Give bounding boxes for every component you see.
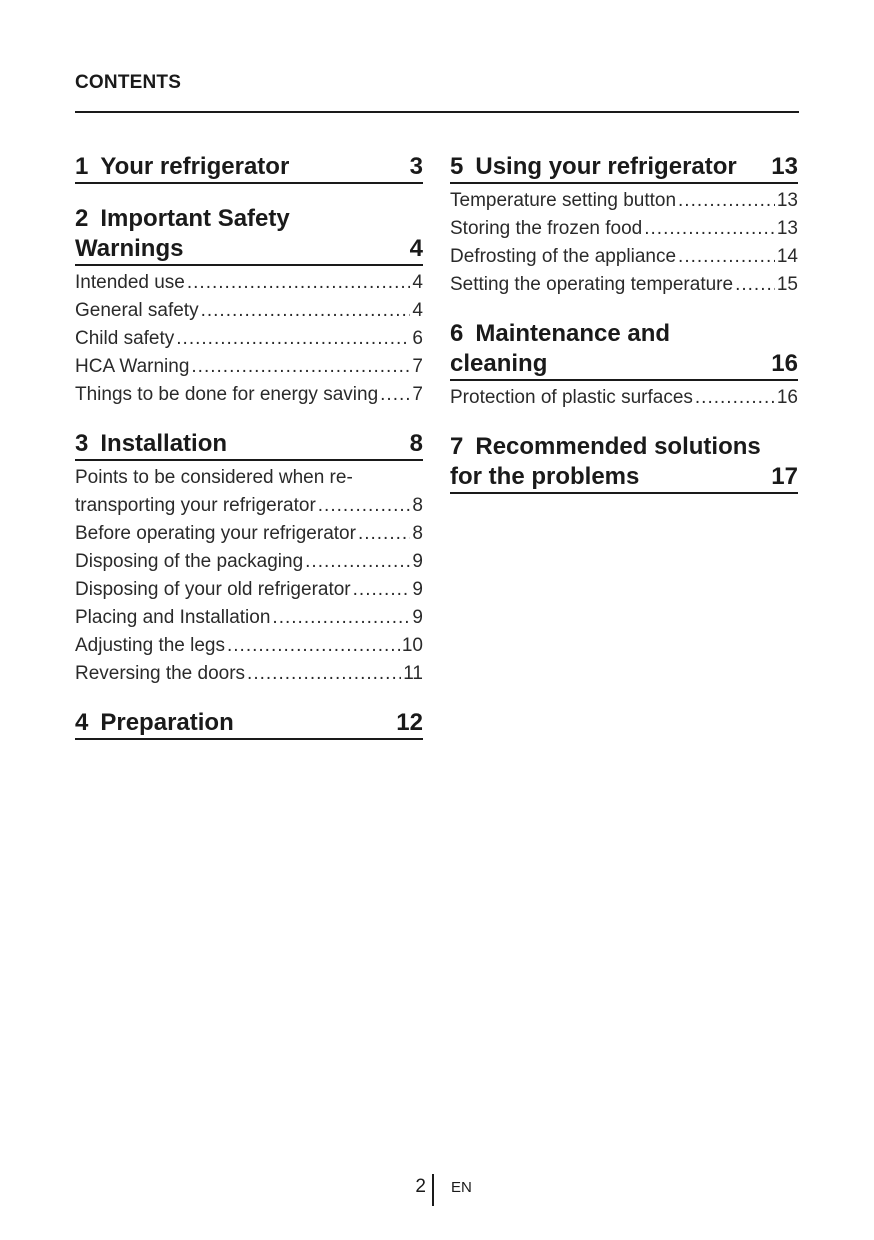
entry-page-number: 9 xyxy=(412,579,423,600)
entry-page-number: 14 xyxy=(776,246,798,267)
section-page-number: 3 xyxy=(409,153,423,180)
entry-label: Setting the operating temperature xyxy=(450,274,734,295)
leader-dots xyxy=(358,520,410,548)
section-number: 1 xyxy=(75,153,89,180)
entry-page-number: 4 xyxy=(412,272,423,293)
toc-entry[interactable] xyxy=(75,297,423,325)
footer-page-number: 2 xyxy=(415,1176,426,1197)
toc-left-column xyxy=(75,152,423,760)
section-entries xyxy=(450,187,798,299)
section-title-row xyxy=(450,462,761,492)
section-page-number: 16 xyxy=(771,350,798,377)
section-entries xyxy=(450,384,798,412)
section-heading[interactable] xyxy=(450,432,798,494)
leader-dots xyxy=(272,604,410,632)
toc-section-3 xyxy=(75,429,423,688)
toc-entry[interactable] xyxy=(75,576,423,604)
footer-language: EN xyxy=(451,1179,472,1196)
section-title xyxy=(100,708,233,738)
toc-entry[interactable] xyxy=(450,187,798,215)
toc-entry[interactable] xyxy=(75,325,423,353)
leader-dots xyxy=(201,297,411,325)
section-number: 4 xyxy=(75,709,89,736)
section-title-line: for the problems xyxy=(450,463,640,490)
entry-page-number: 4 xyxy=(412,300,423,321)
section-entries xyxy=(75,464,423,688)
entry-page-number: 9 xyxy=(412,607,423,628)
entry-page-number: 8 xyxy=(412,523,423,544)
section-title-line: Installation xyxy=(100,430,228,457)
section-page-number: 13 xyxy=(771,153,798,180)
entry-page-number: 13 xyxy=(776,218,798,239)
section-title-line: Recommended solutions xyxy=(475,433,761,460)
toc-entry[interactable] xyxy=(450,384,798,412)
toc-section-4 xyxy=(75,708,423,740)
section-title-row xyxy=(450,319,670,349)
section-title-line: cleaning xyxy=(450,350,548,377)
section-heading[interactable] xyxy=(450,152,798,184)
leader-dots xyxy=(695,384,775,412)
entry-page-number: 13 xyxy=(776,190,798,211)
section-title-row xyxy=(75,204,290,234)
section-title xyxy=(100,429,227,459)
page-title: CONTENTS xyxy=(75,72,182,93)
toc-entry[interactable] xyxy=(75,632,423,660)
entry-page-number: 9 xyxy=(412,551,423,572)
section-page-number: 17 xyxy=(771,463,798,490)
toc-section-2 xyxy=(75,204,423,409)
entry-label: Child safety xyxy=(75,328,175,349)
leader-dots xyxy=(678,187,775,215)
header-divider xyxy=(75,111,799,113)
section-title-line: Important Safety xyxy=(100,205,290,232)
toc-entry[interactable] xyxy=(75,464,423,520)
toc-section-1 xyxy=(75,152,423,184)
entry-label: Reversing the doors xyxy=(75,663,246,684)
entry-page-number: 6 xyxy=(412,328,423,349)
toc-entry[interactable] xyxy=(75,353,423,381)
entry-page-number: 11 xyxy=(403,663,423,684)
section-number: 7 xyxy=(450,433,464,460)
section-page-number: 8 xyxy=(409,430,423,457)
section-title-line: Your refrigerator xyxy=(100,153,290,180)
section-number: 6 xyxy=(450,320,464,347)
entry-label: Disposing of the packaging xyxy=(75,551,304,572)
footer-separator xyxy=(432,1174,434,1206)
entry-label: Temperature setting button xyxy=(450,190,677,211)
entry-label: Storing the frozen food xyxy=(450,218,643,239)
entry-label: Things to be done for energy saving xyxy=(75,384,379,405)
leader-dots xyxy=(678,243,775,271)
toc-entry[interactable] xyxy=(75,269,423,297)
leader-dots xyxy=(305,548,410,576)
page-footer xyxy=(0,1174,874,1206)
section-page-number: 4 xyxy=(409,235,423,262)
toc-entry[interactable] xyxy=(450,243,798,271)
entry-label: General safety xyxy=(75,300,199,321)
entry-page-number: 7 xyxy=(412,384,423,405)
entry-label: Adjusting the legs xyxy=(75,635,225,656)
section-heading[interactable] xyxy=(75,708,423,740)
entry-page-number: 8 xyxy=(412,495,423,516)
section-heading[interactable] xyxy=(75,204,423,266)
entry-page-number: 7 xyxy=(412,356,423,377)
section-title-row xyxy=(75,234,290,264)
section-title xyxy=(100,152,289,182)
section-heading[interactable] xyxy=(75,152,423,184)
entry-label: Protection of plastic surfaces xyxy=(450,387,693,408)
section-title xyxy=(475,152,736,182)
toc-entry[interactable] xyxy=(75,520,423,548)
toc-entry[interactable] xyxy=(450,215,798,243)
section-title-line: Warnings xyxy=(75,235,184,262)
toc-entry[interactable] xyxy=(75,660,423,688)
entry-label: Disposing of your old refrigerator xyxy=(75,579,351,600)
leader-dots xyxy=(735,271,775,299)
toc-section-7 xyxy=(450,432,798,494)
section-title-line: Using your refrigerator xyxy=(475,153,737,180)
section-entries xyxy=(75,269,423,409)
entry-page-number: 15 xyxy=(776,274,798,295)
section-heading[interactable] xyxy=(75,429,423,461)
leader-dots xyxy=(644,215,775,243)
entry-label: Defrosting of the appliance xyxy=(450,246,677,267)
leader-dots xyxy=(380,381,410,409)
section-number: 2 xyxy=(75,205,89,232)
leader-dots xyxy=(247,660,401,688)
leader-dots xyxy=(187,269,411,297)
entry-page-number: 16 xyxy=(776,387,798,408)
section-page-number: 12 xyxy=(396,709,423,736)
leader-dots xyxy=(227,632,400,660)
section-number: 3 xyxy=(75,430,89,457)
entry-label-line: Points to be considered when re- xyxy=(75,467,353,488)
section-title-row xyxy=(450,432,761,462)
entry-label: Before operating your refrigerator xyxy=(75,523,356,544)
toc-section-6 xyxy=(450,319,798,412)
entry-label: Placing and Installation xyxy=(75,607,271,628)
section-title-line: Maintenance and xyxy=(475,320,671,347)
section-heading[interactable] xyxy=(450,319,798,381)
leader-dots xyxy=(353,576,411,604)
section-number: 5 xyxy=(450,153,464,180)
section-title-line: Preparation xyxy=(100,709,234,736)
toc-section-5 xyxy=(450,152,798,299)
toc-right-column xyxy=(450,152,798,514)
leader-dots xyxy=(191,353,410,381)
leader-dots xyxy=(318,492,411,520)
leader-dots xyxy=(176,325,410,353)
toc-entry[interactable] xyxy=(75,604,423,632)
entry-label: Intended use xyxy=(75,272,185,293)
toc-entry[interactable] xyxy=(450,271,798,299)
toc-entry[interactable] xyxy=(75,548,423,576)
entry-page-number: 10 xyxy=(401,635,423,656)
section-title-row xyxy=(450,349,670,379)
entry-label-line: transporting your refrigerator xyxy=(75,495,316,516)
entry-label: HCA Warning xyxy=(75,356,190,377)
toc-entry[interactable] xyxy=(75,381,423,409)
